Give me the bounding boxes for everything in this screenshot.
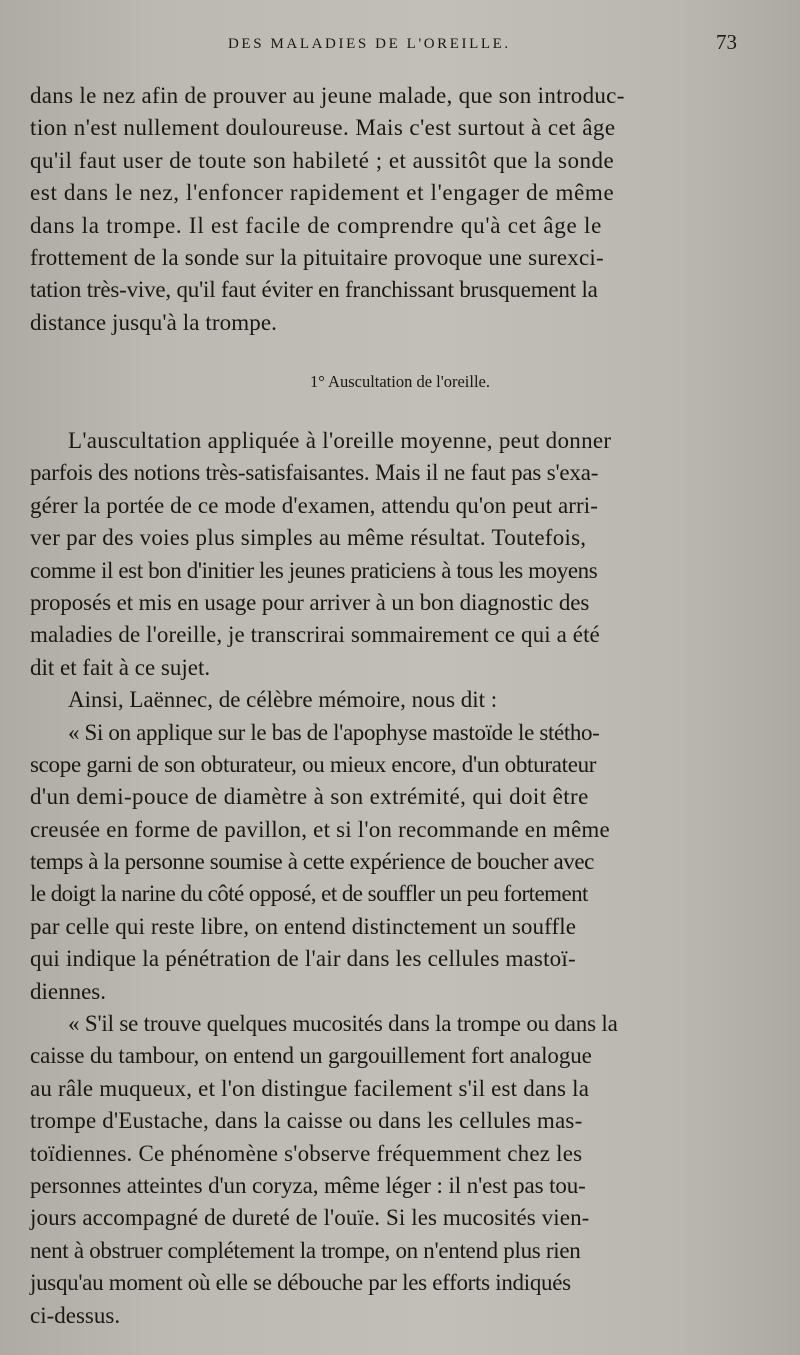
text-line: d'un demi-pouce de diamètre à son extrémité, qui doit être: [30, 784, 589, 810]
text-line: tation très-vive, qu'il faut éviter en franchissant brusquement la: [30, 277, 598, 303]
text-line: qui indique la pénétration de l'air dans les cellules mastoï-: [30, 946, 576, 972]
text-line: gérer la portée de ce mode d'examen, attendu qu'on peut arri-: [30, 492, 599, 518]
text-line: creusée en forme de pavillon, et si l'on recommande en même: [30, 816, 610, 842]
text-line: temps à la personne soumise à cette expérience de boucher avec: [30, 849, 594, 875]
text-line: ci-dessus.: [30, 1302, 121, 1328]
text-line: Ainsi, Laënnec, de célèbre mémoire, nous dit :: [68, 687, 498, 713]
text-line: parfois des notions très-satisfaisantes. Mais il ne faut pas s'exa-: [30, 460, 599, 486]
text-line: frottement de la sonde sur la pituitaire provoque une surexci-: [30, 244, 604, 270]
text-line: ver par des voies plus simples au même résultat. Toutefois,: [30, 525, 587, 551]
text-line: trompe d'Eustache, dans la caisse ou dans les cellules mas-: [30, 1108, 583, 1134]
text-line: maladies de l'oreille, je transcrirai sommairement ce qui a été: [30, 622, 600, 648]
section-body: [30, 425, 770, 1332]
text-line: comme il est bon d'initier les jeunes praticiens à tous les moyens: [30, 557, 598, 583]
text-line: distance jusqu'à la trompe.: [30, 309, 277, 335]
text-line: diennes.: [30, 978, 107, 1004]
page-number: 73: [716, 30, 737, 54]
text-line: scope garni de son obturateur, ou mieux encore, d'un obturateur: [30, 751, 597, 777]
running-title: DES MALADIES DE L'OREILLE.: [228, 36, 511, 52]
text-line: au râle muqueux, et l'on distingue facilement s'il est dans la: [30, 1075, 590, 1101]
text-line: dans la trompe. Il est facile de comprendre qu'à cet âge le: [30, 212, 603, 238]
text-line: dans le nez afin de prouver au jeune malade, que son introduc-: [30, 83, 625, 108]
text-line: dit et fait à ce sujet.: [30, 654, 211, 680]
text-line: personnes atteintes d'un coryza, même léger : il n'est pas tou-: [30, 1172, 586, 1198]
text-line: est dans le nez, l'enfoncer rapidement et l'engager de même: [30, 180, 615, 206]
text-line: jours accompagné de dureté de l'ouïe. Si les mucosités vien-: [30, 1205, 590, 1231]
text-line: nent à obstruer complétement la trompe, on n'entend plus rien: [30, 1237, 581, 1263]
text-line: le doigt la narine du côté opposé, et de souffler un peu fortement: [30, 881, 588, 907]
text-line: caisse du tambour, on entend un gargouillement fort analogue: [30, 1043, 592, 1069]
text-line: proposés et mis en usage pour arriver à un bon diagnostic des: [30, 589, 590, 615]
text-line: « Si on applique sur le bas de l'apophyse mastoïde le stétho-: [68, 719, 600, 745]
text-line: L'auscultation appliquée à l'oreille moyenne, peut donner: [68, 428, 612, 453]
running-head: [0, 30, 800, 60]
section-heading: 1° Auscultation de l'oreille.: [309, 372, 491, 391]
intro-paragraph: [30, 80, 770, 339]
text-line: jusqu'au moment où elle se débouche par les efforts indiqués: [30, 1270, 571, 1296]
text-line: tion n'est nullement douloureuse. Mais c'est surtout à cet âge: [30, 115, 616, 141]
text-line: qu'il faut user de toute son habileté ; et aussitôt que la sonde: [30, 147, 615, 173]
text-line: toïdiennes. Ce phénomène s'observe fréquemment chez les: [30, 1140, 583, 1166]
text-line: « S'il se trouve quelques mucosités dans la trompe ou dans la: [68, 1011, 618, 1037]
text-line: par celle qui reste libre, on entend distinctement un souffle: [30, 913, 577, 939]
